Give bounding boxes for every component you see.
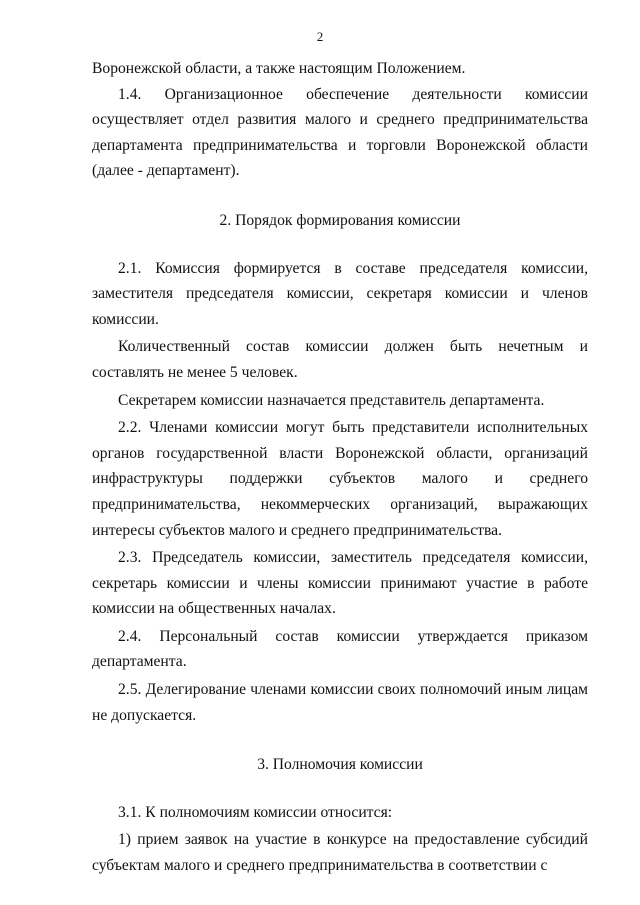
- paragraph-2-5: 2.5. Делегирование членами комиссии своих полномочий иным лицам не допускается.: [92, 681, 588, 724]
- paragraph-2-1: 2.1. Комиссия формируется в составе председателя комиссии, заместителя председателя комиссии, секретаря комиссии и членов комиссии.: [92, 259, 588, 328]
- paragraph-1-4: 1.4. Организационное обеспечение деятельности комиссии осуществляет отдел развития малого и среднего предпринимательства департамента предпринимательства и торговли Воронежской области (далее - департамент).: [92, 85, 588, 180]
- page-number: 2: [316, 29, 324, 44]
- document-body: [92, 56, 588, 879]
- section-heading-3: 3. Полномочия комиссии: [257, 756, 423, 774]
- paragraph-continuation: Воронежской области, а также настоящим Положением.: [92, 60, 466, 77]
- paragraph-3-1: 3.1. К полномочиям комиссии относится:: [118, 803, 393, 821]
- paragraph-secretary: Секретарем комиссии назначается представитель департамента.: [118, 391, 545, 409]
- paragraph-commission-size: Количественный состав комиссии должен быть нечетным и составлять не менее 5 человек.: [92, 338, 588, 381]
- paragraph-3-1-item-1: 1) прием заявок на участие в конкурсе на предоставление субсидий субъектам малого и среднего предпринимательства в соответствии с: [92, 831, 588, 875]
- paragraph-2-4: 2.4. Персональный состав комиссии утверждается приказом департамента.: [92, 627, 588, 671]
- section-heading-2: 2. Порядок формирования комиссии: [219, 211, 461, 229]
- paragraph-2-2: 2.2. Членами комиссии могут быть представители исполнительных органов государственной власти Воронежской области, организаций инфраструктуры поддержки субъектов малого и среднего предпринимательства, некоммерческих организаций, выражающих интересы субъектов малого и среднего предпринимательства.: [92, 419, 588, 539]
- paragraph-2-3: 2.3. Председатель комиссии, заместитель председателя комиссии, секретарь комиссии и члены комиссии принимают участие в работе комиссии на общественных началах.: [92, 549, 588, 618]
